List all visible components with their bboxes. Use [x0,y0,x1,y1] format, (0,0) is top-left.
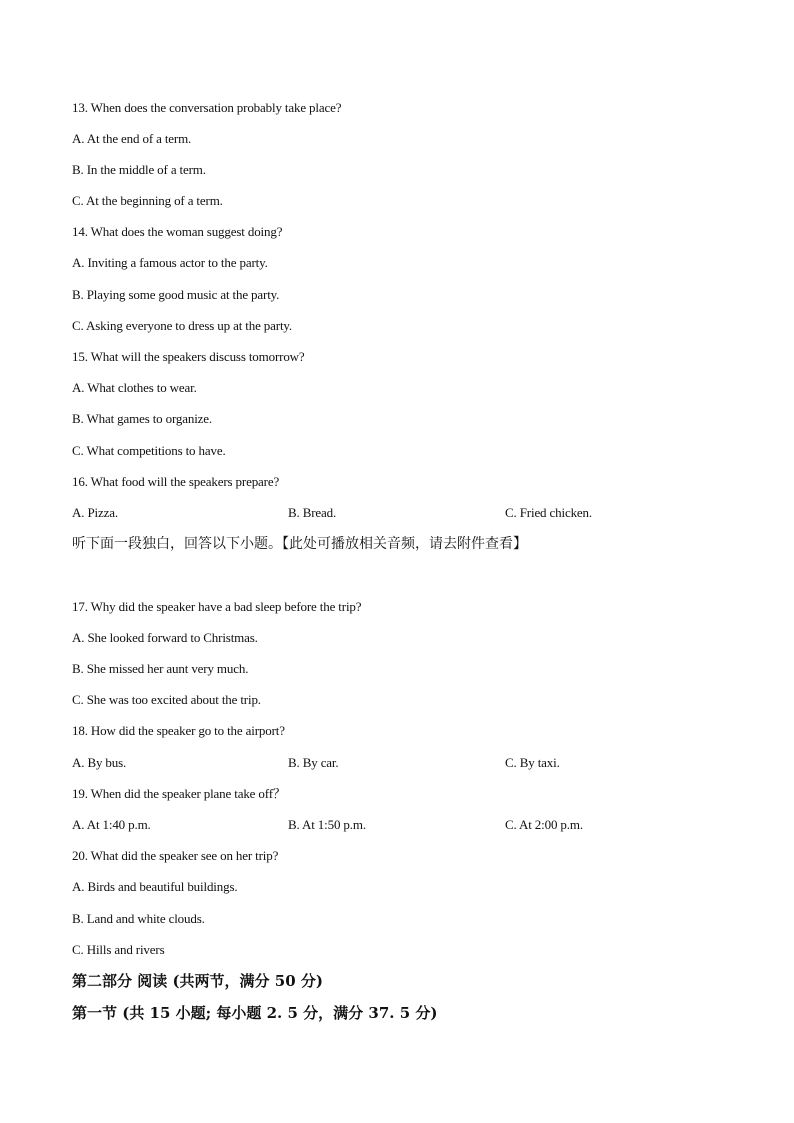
question-17-option-b: B. She missed her aunt very much. [72,661,249,676]
question-15-option-c: C. What competitions to have. [72,443,226,458]
question-19-option-c: C. At 2:00 p.m. [505,817,583,832]
question-14-option-c: C. Asking everyone to dress up at the party. [72,318,293,333]
question-13-option-a: A. At the end of a term. [72,131,192,146]
question-16-option-b: B. Bread. [288,505,337,520]
question-17-stem: 17. Why did the speaker have a bad sleep before the trip? [72,599,362,614]
question-20-option-a: A. Birds and beautiful buildings. [72,879,238,894]
question-13-option-b: B. In the middle of a term. [72,162,206,177]
question-20-option-c: C. Hills and rivers [72,942,165,957]
question-14-option-a: A. Inviting a famous actor to the party. [72,255,268,270]
question-15-option-a: A. What clothes to wear. [72,380,197,395]
question-18-option-b: B. By car. [288,755,339,770]
question-16-option-c: C. Fried chicken. [505,505,592,520]
question-20-stem: 20. What did the speaker see on her trip? [72,848,279,863]
question-17-option-a: A. She looked forward to Christmas. [72,630,258,645]
question-14-option-b: B. Playing some good music at the party. [72,287,280,302]
part-two-heading: 第二部分 阅读 (共两节，满分 50 分) [72,972,323,990]
question-13-stem: 13. When does the conversation probably take place? [72,100,342,115]
question-19-stem: 19. When did the speaker plane take off？ [72,786,286,801]
question-16-stem: 16. What food will the speakers prepare? [72,474,280,489]
question-18-stem: 18. How did the speaker go to the airport? [72,723,285,738]
question-19-option-b: B. At 1:50 p.m. [288,817,366,832]
question-18-option-c: C. By taxi. [505,755,560,770]
question-13-option-c: C. At the beginning of a term. [72,193,223,208]
listening-instruction: 听下面一段独白，回答以下小题。【此处可播放相关音频，请去附件查看】 [72,536,527,552]
question-15-stem: 15. What will the speakers discuss tomorrow? [72,349,305,364]
question-20-option-b: B. Land and white clouds. [72,911,205,926]
question-14-stem: 14. What does the woman suggest doing? [72,224,283,239]
section-one-heading: 第一节 (共 15 小题; 每小题 2. 5 分，满分 37. 5 分) [72,1004,438,1022]
question-19-option-a: A. At 1:40 p.m. [72,817,151,832]
question-17-option-c: C. She was too excited about the trip. [72,692,261,707]
question-18-option-a: A. By bus. [72,755,127,770]
question-15-option-b: B. What games to organize. [72,411,213,426]
question-16-option-a: A. Pizza. [72,505,118,520]
